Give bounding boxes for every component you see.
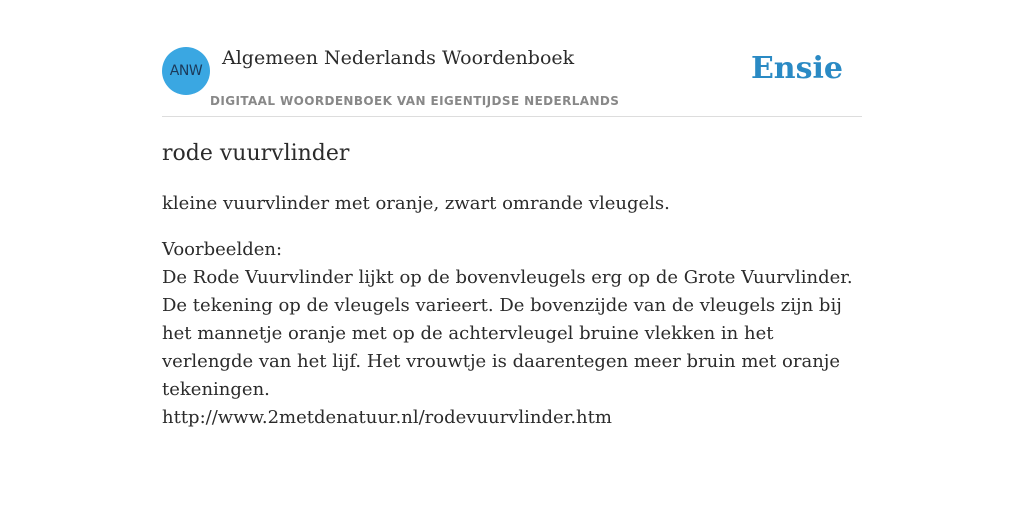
logo-text: ANW [169, 63, 203, 79]
entry-definition: kleine vuurvlinder met oranje, zwart omrande vleugels. [162, 193, 670, 214]
examples-label: Voorbeelden: [162, 239, 283, 260]
ensie-brand-logo[interactable]: Ensie [750, 51, 843, 86]
example-text: De Rode Vuurvlinder lijkt op de bovenvleugels erg op de Grote Vuurvlinder. De tekening op de vleugels varieert. De bovenzijde van de vleugels zijn bij het mannetje oranje met op de achtervleugel bruine vlekken in het verlengde van het lijf. Het vrouwtje is daarentegen meer bruin met oranje tekeningen. [162, 267, 853, 400]
example-source: http://www.2metdenatuur.nl/rodevuurvlinder.htm [162, 407, 612, 428]
site-title[interactable]: Algemeen Nederlands Woordenboek [222, 47, 575, 69]
entry-content [162, 138, 862, 432]
anw-logo[interactable] [162, 47, 210, 95]
site-subtitle: DIGITAAL WOORDENBOEK VAN EIGENTIJDSE NEDERLANDS [210, 94, 620, 108]
site-header [162, 46, 862, 117]
examples-section [162, 236, 862, 432]
entry-headword: rode vuurvlinder [162, 141, 350, 166]
